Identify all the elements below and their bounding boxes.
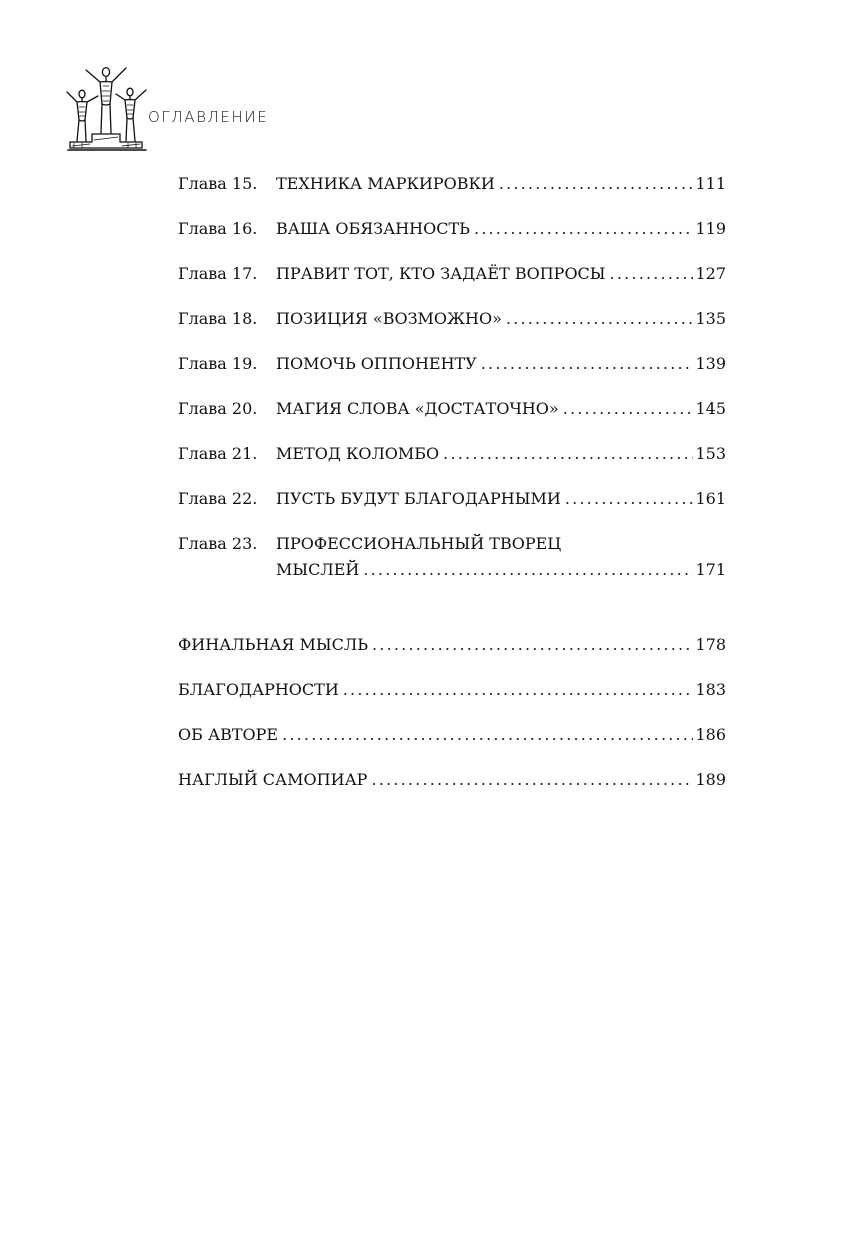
chapter-label: Глава 22.	[178, 489, 258, 508]
chapter-title-line-2: МЫСЛЕЙ	[276, 560, 360, 579]
page-number: 111	[695, 174, 726, 193]
chapter-label: Глава 16.	[178, 219, 258, 238]
chapter-title: ТЕХНИКА МАРКИРОВКИ	[276, 174, 495, 193]
dot-leader	[481, 353, 694, 375]
toc-entry-chapter-18[interactable]	[178, 308, 726, 330]
podium-figures-icon	[62, 62, 152, 156]
section-title: ФИНАЛЬНАЯ МЫСЛЬ	[178, 635, 369, 654]
dot-leader	[443, 443, 693, 465]
chapter-label: Глава 20.	[178, 399, 258, 418]
section-title: БЛАГОДАРНОСТИ	[178, 680, 339, 699]
section-title: НАГЛЫЙ САМОПИАР	[178, 770, 368, 789]
page-number: 178	[695, 635, 726, 654]
toc-entry-final-thought[interactable]	[178, 634, 726, 656]
chapter-title: МАГИЯ СЛОВА «ДОСТАТОЧНО»	[276, 399, 559, 418]
toc-entry-chapter-16[interactable]	[178, 218, 726, 240]
dot-leader	[371, 769, 693, 791]
toc-entry-self-promo[interactable]	[178, 769, 726, 791]
section-spacer	[178, 604, 726, 634]
chapter-title: ПРАВИТ ТОТ, КТО ЗАДАЁТ ВОПРОСЫ	[276, 264, 606, 283]
section-title: ОБ АВТОРЕ	[178, 725, 279, 744]
chapter-title: ПОЗИЦИЯ «ВОЗМОЖНО»	[276, 309, 502, 328]
toc-entry-chapter-23[interactable]	[178, 533, 726, 581]
dot-leader	[343, 679, 694, 701]
dot-leader	[372, 634, 693, 656]
toc-entry-about-author[interactable]	[178, 724, 726, 746]
toc-entry-chapter-19[interactable]	[178, 353, 726, 375]
page-number: 186	[695, 725, 726, 744]
page-number: 183	[695, 680, 726, 699]
chapter-title: ВАША ОБЯЗАННОСТЬ	[276, 219, 470, 238]
chapter-label: Глава 18.	[178, 309, 258, 328]
dot-leader	[474, 218, 694, 240]
table-of-contents	[178, 173, 726, 814]
page-number: 189	[695, 770, 726, 789]
dot-leader	[282, 724, 693, 746]
chapter-label: Глава 21.	[178, 444, 258, 463]
dot-leader	[563, 398, 694, 420]
page-header	[62, 62, 322, 158]
dot-leader	[499, 173, 694, 195]
page-title: ОГЛАВЛЕНИЕ	[148, 108, 269, 126]
chapter-title: ПОМОЧЬ ОППОНЕНТУ	[276, 354, 477, 373]
page-number: 127	[695, 264, 726, 283]
chapter-label: Глава 19.	[178, 354, 258, 373]
page-number: 171	[695, 560, 726, 579]
page-number: 139	[695, 354, 726, 373]
page-number: 153	[695, 444, 726, 463]
chapter-title-line-1: ПРОФЕССИОНАЛЬНЫЙ ТВОРЕЦ	[276, 534, 562, 553]
chapter-label: Глава 15.	[178, 174, 258, 193]
chapter-title: МЕТОД КОЛОМБО	[276, 444, 440, 463]
dot-leader	[565, 488, 694, 510]
page-number: 145	[695, 399, 726, 418]
dot-leader	[506, 308, 694, 330]
toc-entry-chapter-15[interactable]	[178, 173, 726, 195]
chapter-label: Глава 17.	[178, 264, 258, 283]
chapter-title: ПУСТЬ БУДУТ БЛАГОДАРНЫМИ	[276, 489, 561, 508]
toc-entry-chapter-17[interactable]	[178, 263, 726, 285]
chapter-label: Глава 23.	[178, 534, 258, 553]
dot-leader	[610, 263, 694, 285]
page-number: 161	[695, 489, 726, 508]
toc-entry-chapter-21[interactable]	[178, 443, 726, 465]
toc-entry-chapter-22[interactable]	[178, 488, 726, 510]
toc-entry-chapter-20[interactable]	[178, 398, 726, 420]
dot-leader	[363, 559, 693, 581]
toc-entry-acknowledgements[interactable]	[178, 679, 726, 701]
page-number: 135	[695, 309, 726, 328]
page-number: 119	[695, 219, 726, 238]
